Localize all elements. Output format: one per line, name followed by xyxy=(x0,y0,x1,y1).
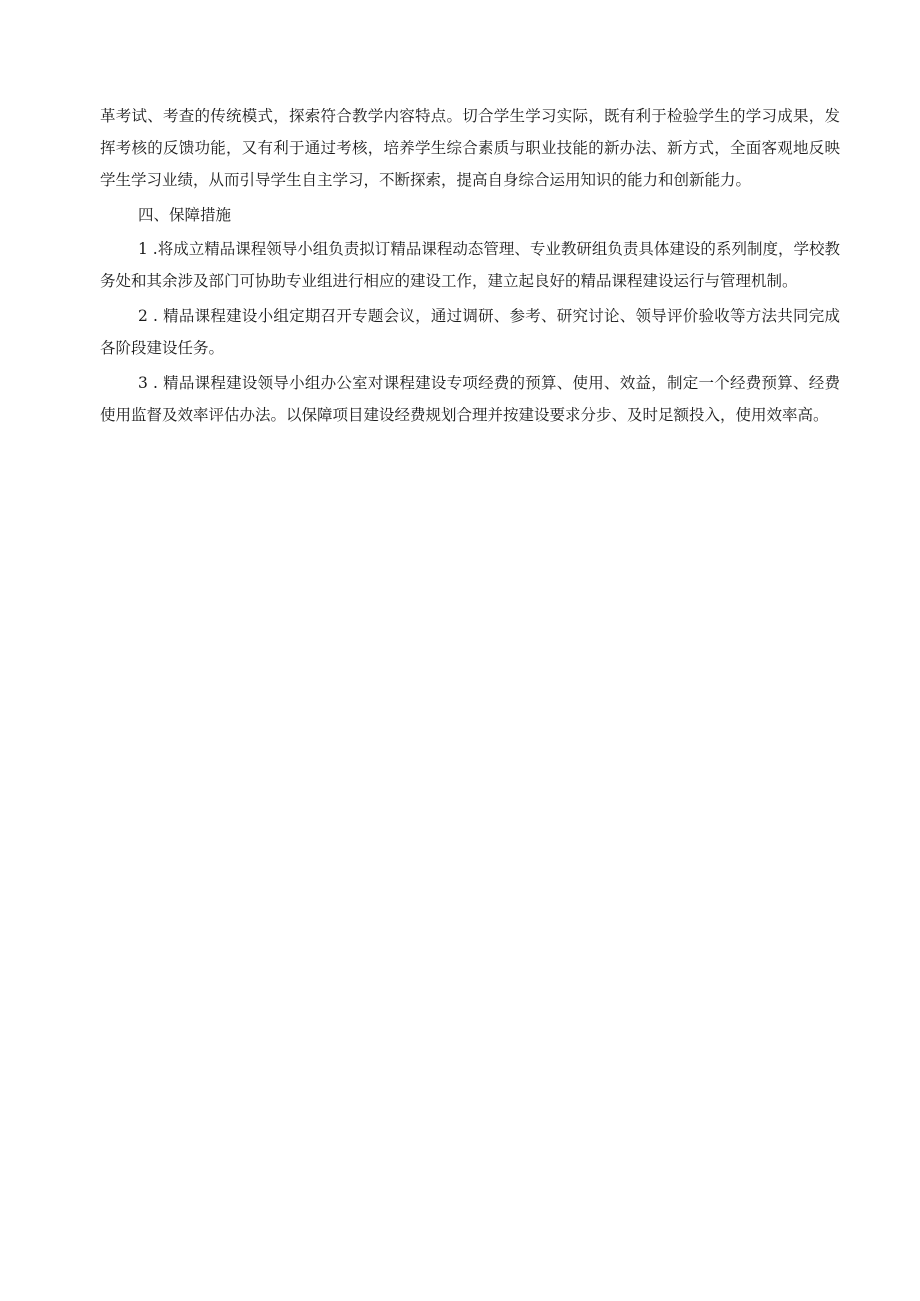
section-heading: 四、保障措施 xyxy=(138,206,232,224)
measure-item-2: 2 . 精品课程建设小组定期召开专题会议，通过调研、参考、研究讨论、领导评价验收等方法共同完成各阶段建设任务。 xyxy=(100,307,840,357)
measure-item-1: 1 .将成立精品课程领导小组负责拟订精品课程动态管理、专业教研组负责具体建设的系列制度，学校教务处和其余涉及部门可协助专业组进行相应的建设工作，建立起良好的精品课程建设运行与管理机制。 xyxy=(100,240,840,290)
document-body xyxy=(100,100,840,431)
measure-item-3: 3 . 精品课程建设领导小组办公室对课程建设专项经费的预算、使用、效益，制定一个经费预算、经费使用监督及效率评估办法。以保障项目建设经费规划合理并按建设要求分步、及时足额投入，使用效率高。 xyxy=(100,374,840,424)
intro-paragraph: 革考试、考查的传统模式，探索符合教学内容特点。切合学生学习实际，既有利于检验学生的学习成果，发挥考核的反馈功能，又有利于通过考核，培养学生综合素质与职业技能的新办法、新方式，全面客观地反映学生学习业绩，从而引导学生自主学习，不断探索，提高自身综合运用知识的能力和创新能力。 xyxy=(100,107,840,189)
